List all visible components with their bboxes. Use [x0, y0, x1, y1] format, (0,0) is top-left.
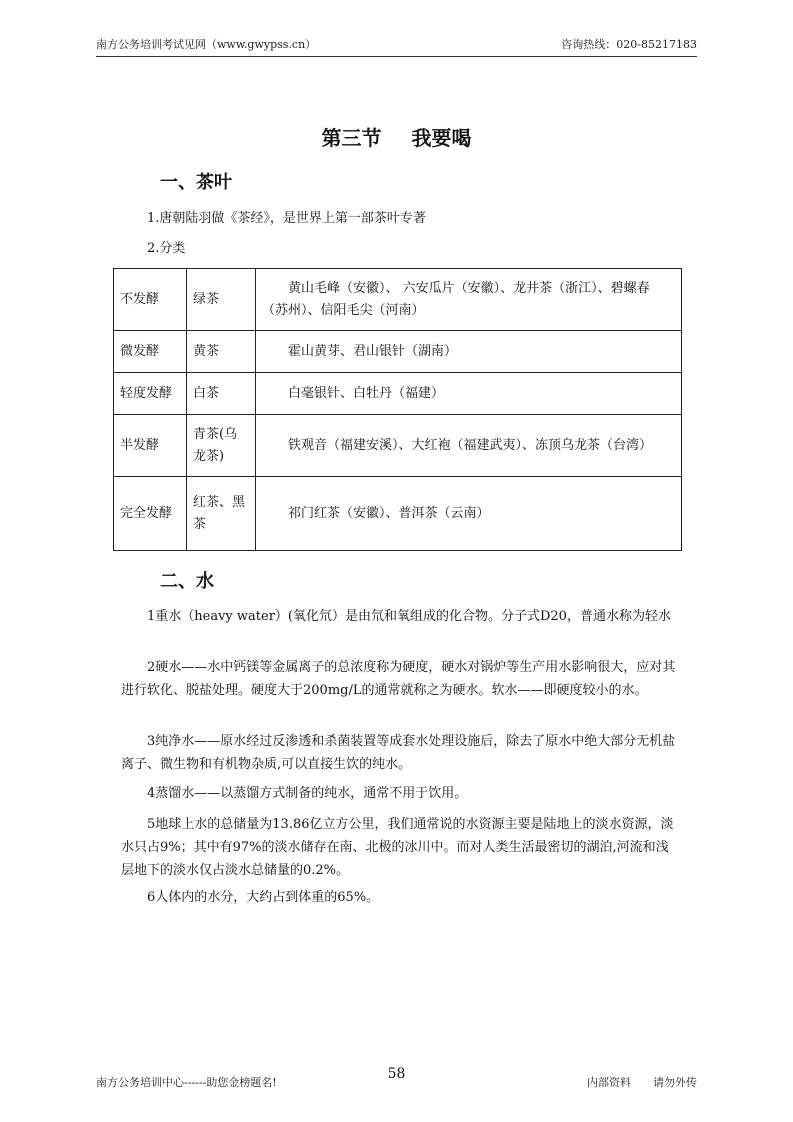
tea-heading: 一、茶叶 [160, 172, 232, 193]
ferment-cell: 轻度发酵 [114, 373, 187, 415]
table-row [114, 373, 682, 415]
examples-cell: 祁门红茶（安徽）、普洱茶（云南） [256, 477, 682, 551]
tea-type-cell: 黄茶 [187, 331, 256, 373]
water-paragraph: 1重水（heavy water）(氧化氘）是由氘和氧组成的化合物。分子式D20，普通水称为轻水 [147, 609, 671, 624]
table-row [114, 415, 682, 477]
page-title [0, 122, 793, 151]
examples-cell: 霍山黄芽、君山银针（湖南） [256, 331, 682, 373]
water-paragraph: 6人体内的水分，大约占到体重的65%。 [147, 890, 380, 905]
tea-type-cell: 红茶、黑茶 [187, 477, 256, 551]
tea-item-1: 1.唐朝陆羽做《茶经》，是世界上第一部茶叶专著 [147, 211, 426, 226]
water-paragraph: 2硬水——水中钙镁等金属离子的总浓度称为硬度，硬水对锅炉等生产用水影响很大，应对其进行软化、脱盐处理。硬度大于200mg/L的通常就称之为硬水。软水——即硬度较小的水。 [121, 660, 676, 698]
ferment-cell: 完全发酵 [114, 477, 187, 551]
water-paragraph: 3纯净水——原水经过反渗透和杀菌装置等成套水处理设施后，除去了原水中绝大部分无机盐离子、微生物和有机物杂质,可以直接生饮的纯水。 [121, 734, 676, 772]
examples-cell: 铁观音（福建安溪）、大红袍（福建武夷）、冻顶乌龙茶（台湾） [256, 415, 682, 477]
tea-item-2: 2.分类 [147, 241, 186, 256]
footer-internal: 内部资料 [587, 1076, 631, 1089]
table-row [114, 269, 682, 331]
tea-type-cell: 绿茶 [187, 269, 256, 331]
ferment-cell: 微发酵 [114, 331, 187, 373]
examples-cell: 白毫银针、白牡丹（福建） [256, 373, 682, 415]
section-name: 我要喝 [411, 126, 472, 150]
footer-notice [587, 1074, 697, 1090]
water-heading: 二、水 [160, 571, 214, 592]
section-number: 第三节 [321, 126, 382, 150]
header-site: 南方公务培训考试见网（www.gwypss.cn） [96, 38, 317, 51]
water-paragraph: 5地球上水的总储量为13.86亿立方公里，我们通常说的水资源主要是陆地上的淡水资源，淡水只占9%；其中有97%的淡水储存在南、北极的冰川中。而对人类生活最密切的湖泊,河流和浅层地下的淡水仅占淡水总储量的0.2%。 [121, 817, 674, 878]
ferment-cell: 半发酵 [114, 415, 187, 477]
tea-type-cell: 白茶 [187, 373, 256, 415]
examples-cell: 黄山毛峰（安徽）、 六安瓜片（安徽）、龙井茶（浙江）、碧螺春（苏州）、信阳毛尖（河南） [256, 269, 682, 331]
page-number: 58 [387, 1066, 406, 1082]
tea-type-cell: 青茶(乌龙茶) [187, 415, 256, 477]
tea-classification-table [113, 268, 682, 551]
ferment-cell: 不发酵 [114, 269, 187, 331]
header-hotline: 咨询热线：020-85217183 [561, 38, 697, 51]
header-divider [96, 56, 697, 57]
table-row [114, 331, 682, 373]
footer-no-distribute: 请勿外传 [653, 1076, 697, 1089]
table-row [114, 477, 682, 551]
water-paragraph: 4蒸馏水——以蒸馏方式制备的纯水，通常不用于饮用。 [147, 786, 468, 801]
footer-slogan: 南方公务培训中心------助您金榜题名! [96, 1076, 277, 1089]
